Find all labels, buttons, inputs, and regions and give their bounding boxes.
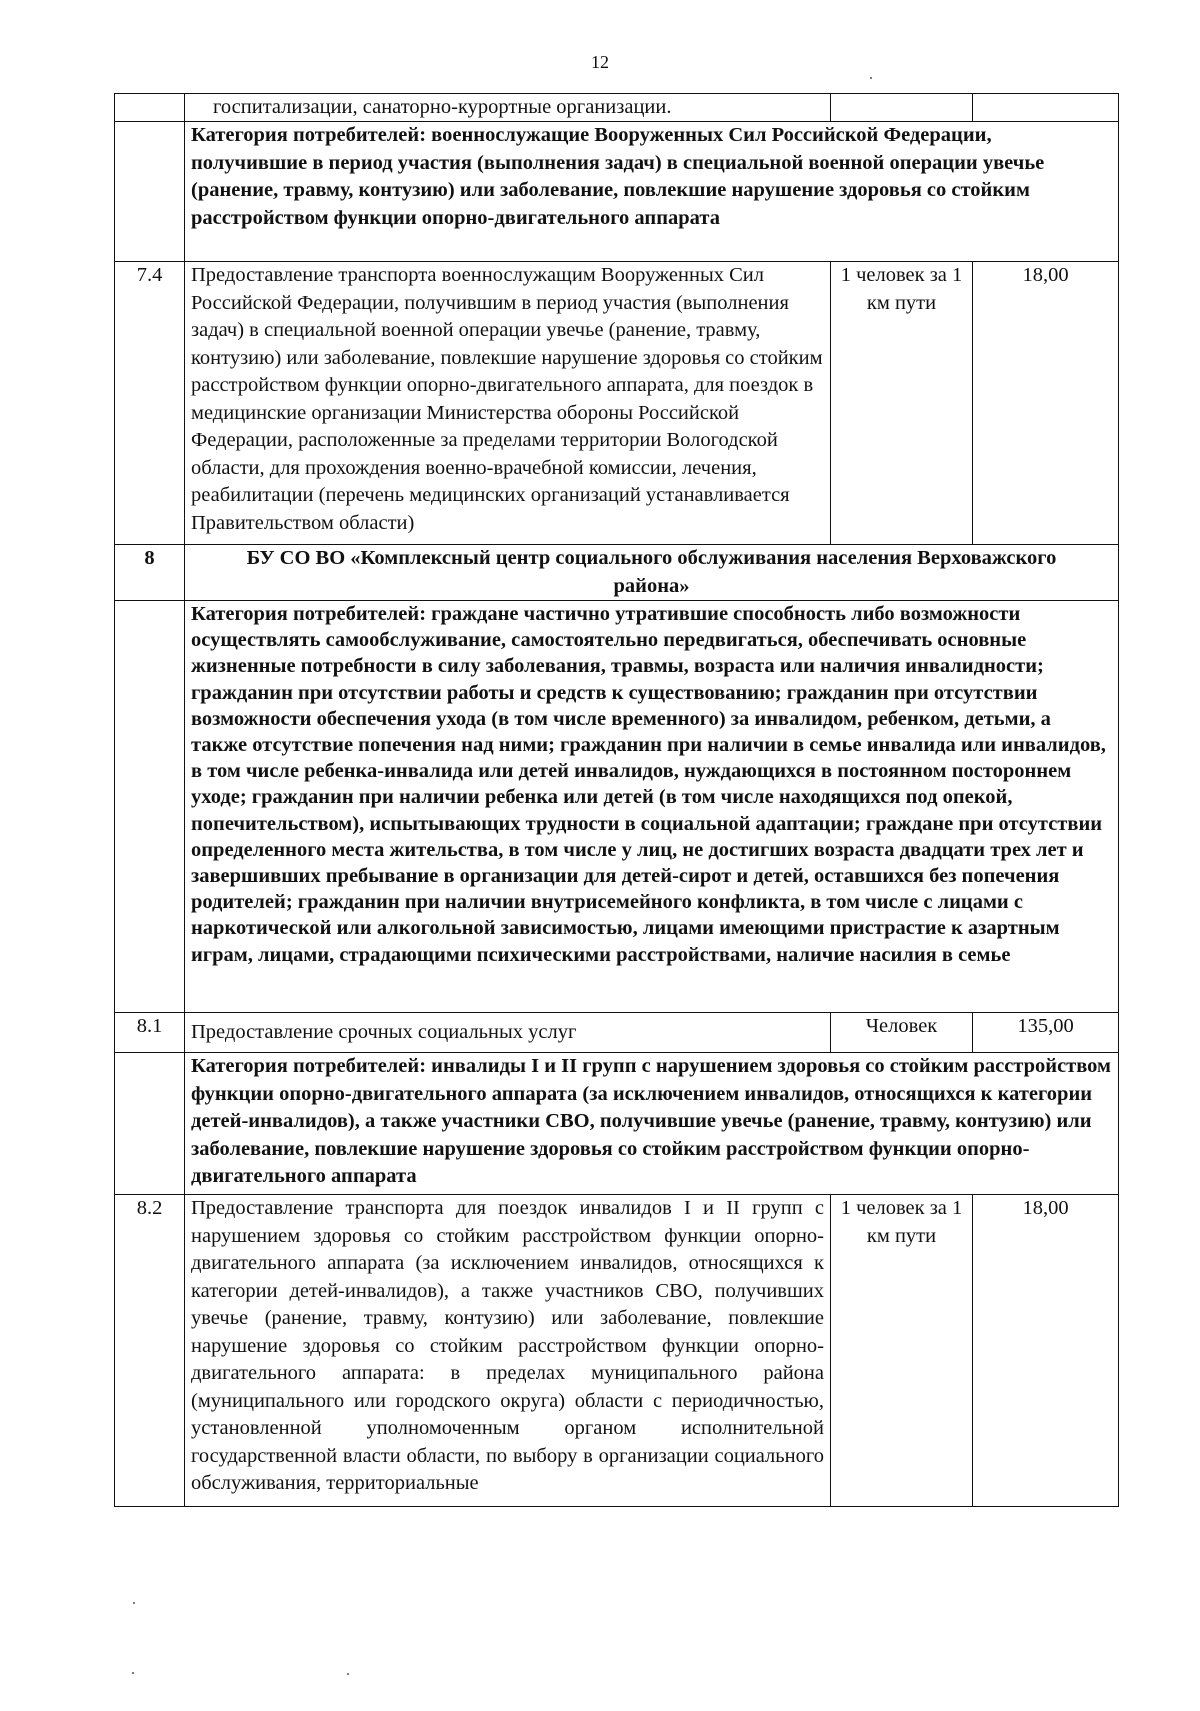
tariff-table (114, 93, 1119, 1507)
consumer-category: Категория потребителей: инвалиды I и II групп с нарушением здоровья со стойким расстройством функции опорно-двигательного аппарата (за исключением инвалидов, относящихся к категории детей-инвалидов), а также участники СВО, получившие увечье (ранение, травму, контузию) или заболевание, повлекшие нарушение здоровья со стойким расстройством функции опорно-двигательного аппарата (185, 1053, 1119, 1195)
unit-of-measure: 1 человек за 1 км пути (831, 262, 973, 545)
tariff-value: 18,00 (973, 262, 1119, 545)
unit-of-measure: Человек (831, 1013, 973, 1053)
category-row (115, 1053, 1119, 1195)
tariff-value: 18,00 (973, 1195, 1119, 1507)
table-row-7-4 (115, 262, 1119, 545)
service-description: Предоставление срочных социальных услуг (185, 1013, 831, 1053)
table-row-continuation (115, 94, 1119, 122)
page-number: 12 (591, 52, 609, 72)
unit-of-measure: 1 человек за 1 км пути (831, 1195, 973, 1507)
unit-cell (831, 94, 973, 122)
tariff-value: 135,00 (973, 1013, 1119, 1053)
scan-speck (133, 1602, 135, 1604)
scan-speck (870, 77, 872, 79)
row-number: 8 (115, 545, 185, 601)
category-row (115, 601, 1119, 1013)
category-row (115, 122, 1119, 262)
row-number-cell (115, 94, 185, 122)
row-number: 8.2 (115, 1195, 185, 1507)
consumer-category: Категория потребителей: военнослужащие Вооруженных Сил Российской Федерации, получившие в период участия (выполнения задач) в специальной военной операции увечье (ранение, травму, контузию) или заболевание, повлекшие нарушение здоровья со стойким расстройством функции опорно-двигательного аппарата (185, 122, 1119, 262)
row-number-cell (115, 601, 185, 1013)
table-row-8-1 (115, 1013, 1119, 1053)
row-number-cell (115, 122, 185, 262)
row-number: 7.4 (115, 262, 185, 545)
row-number-cell (115, 1053, 185, 1195)
consumer-category: Категория потребителей: граждане частично утратившие способность либо возможности осуществлять самообслуживание, самостоятельно передвигаться, обеспечивать основные жизненные потребности в силу заболевания, травмы, возраста или наличия инвалидности; гражданин при отсутствии работы и средств к существованию; гражданин при отсутствии возможности обеспечения ухода (в том числе временного) за инвалидом, ребенком, детьми, а также отсутствие попечения над ними; гражданин при наличии в семье инвалида или инвалидов, в том числе ребенка-инвалида или детей инвалидов, нуждающихся в постоянном постороннем уходе; гражданин при наличии ребенка или детей (в том числе находящихся под опекой, попечительством), испытывающих трудности в социальной адаптации; граждане при отсутствии определенного места жительства, в том числе у лиц, не достигших возраста двадцати трех лет и завершивших пребывание в организации для детей-сирот и детей, оставшихся без попечения родителей; гражданин при наличии внутрисемейного конфликта, в том числе с лицами с наркотической или алкогольной зависимостью, лицами имеющими пристрастие к азартным играм, лицами, страдающими психическими расстройствами, наличие насилия в семье (185, 601, 1119, 1013)
scan-speck (347, 1673, 349, 1675)
service-description: Предоставление транспорта для поездок инвалидов I и II групп с нарушением здоровья со стойким расстройством функции опорно-двигательного аппарата (за исключением инвалидов, относящихся к категории детей-инвалидов), а также участников СВО, получивших увечье (ранение, травму, контузию) или заболевание, повлекшие нарушение здоровья со стойким расстройством функции опорно-двигательного аппарата: в пределах муниципального района (муниципального или городского округа) области с периодичностью, установленной уполномоченным органом исполнительной государственной власти области, по выбору в организации социального обслуживания, территориальные (185, 1195, 831, 1507)
scan-speck (132, 1672, 134, 1674)
organization-row (115, 545, 1119, 601)
row-number: 8.1 (115, 1013, 185, 1053)
organization-name: БУ СО ВО «Комплексный центр социального обслуживания населения Верховажского района» (185, 545, 1119, 601)
service-description: госпитализации, санаторно-курортные организации. (185, 94, 831, 122)
price-cell (973, 94, 1119, 122)
table-row-8-2 (115, 1195, 1119, 1507)
service-description: Предоставление транспорта военнослужащим Вооруженных Сил Российской Федерации, получившим в период участия (выполнения задач) в специальной военной операции увечье (ранение, травму, контузию) или заболевание, повлекшие нарушение здоровья со стойким расстройством функции опорно-двигательного аппарата, для поездок в медицинские организации Министерства обороны Российской Федерации, расположенные за пределами территории Вологодской области, для прохождения военно-врачебной комиссии, лечения, реабилитации (перечень медицинских организаций устанавливается Правительством области) (185, 262, 831, 545)
